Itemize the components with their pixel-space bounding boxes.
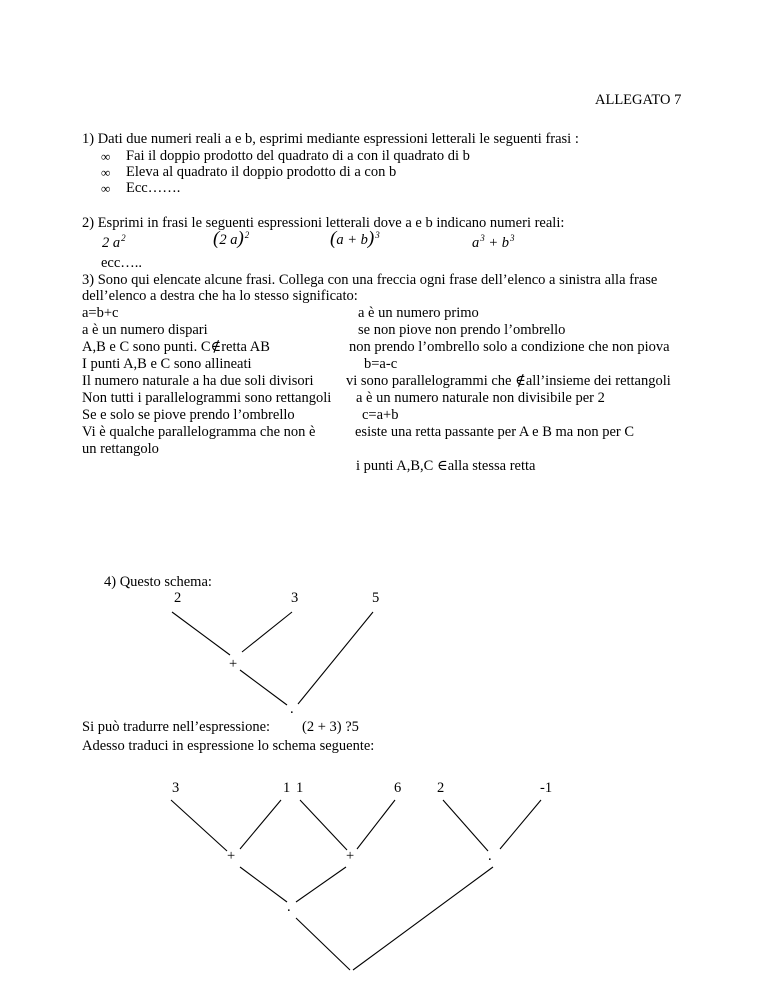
right-phrase: c=a+b [362,407,399,423]
schema2-edge [296,867,346,902]
q4-instruction: Adesso traduci in espressione lo schema seguente: [82,738,375,754]
schema2-edge [240,867,287,902]
schema1-number: 3 [291,590,299,606]
bullet-icon: ∞ [101,181,111,196]
q4-title: 4) Questo schema: [104,574,212,590]
q3-intro-line2: dell’elenco a destra che ha lo stesso significato: [82,288,358,304]
left-phrase: A,B e C sono punti. C∉retta AB [82,339,270,355]
expr-a3-plus-b3: $a^3 + b^3$ [472,233,515,251]
expr-a-plus-b-cubed: $(a + b)^3$ [330,228,380,249]
schema2-edge [443,800,488,851]
schema2-number: 2 [437,780,445,796]
right-phrase: se non piove non prendo l’ombrello [358,322,566,338]
q4-translate-text: Si può tradurre nell’espressione: [82,719,271,735]
q1-item-1: Fai il doppio prodotto del quadrato di a con il quadrato di b [126,148,470,164]
schema1-number: 2 [174,590,182,606]
left-phrase: a=b+c [82,305,119,321]
schema2-plus: + [346,848,355,864]
schema2-edge [500,800,541,849]
schema1-edge [298,612,373,704]
q2-ecc: ecc….. [101,255,143,271]
schema1-plus: + [229,656,238,672]
left-phrase: Non tutti i parallelogrammi sono rettangoli [82,390,332,406]
schema2-plus: + [227,848,236,864]
bullet-icon: ∞ [101,149,111,164]
schema2-edge [296,918,350,970]
right-phrase: b=a-c [364,356,398,372]
right-phrase: non prendo l’ombrello solo a condizione che non piova [349,339,670,355]
left-phrase: Vi è qualche parallelogramma che non è [82,424,316,440]
allegato-header: ALLEGATO 7 [595,92,682,108]
left-phrase: I punti A,B e C sono allineati [82,356,252,372]
right-phrase: vi sono parallelogrammi che ∉all’insieme dei rettangoli [346,373,671,389]
q1-text: 1) Dati due numeri reali a e b, esprimi mediante espressioni letterali le seguenti frasi : [82,131,579,147]
schema2-number: 3 [172,780,180,796]
schema1-number: 5 [372,590,380,606]
schema2-edge [353,867,493,970]
schema2-edge [240,800,281,849]
expr-2a-all-squared: (2 a)$^2$ [213,228,250,249]
left-phrase: a è un numero dispari [82,322,208,338]
q4-expression: (2 + 3) ?5 [302,719,359,735]
right-phrase: esiste una retta passante per A e B ma non per C [355,424,635,440]
schema1-edge [172,612,230,655]
schema1-edge [240,670,287,705]
q2-text: 2) Esprimi in frasi le seguenti espressioni letterali dove a e b indicano numeri reali: [82,215,565,231]
schema2-number: 6 [394,780,402,796]
schema2-dot: . [488,848,492,864]
right-phrase: i punti A,B,C ∈alla stessa retta [356,458,536,474]
schema1-dot: . [290,701,294,717]
schema2-edge [357,800,395,849]
q1-item-2: Eleva al quadrato il doppio prodotto di a con b [126,164,397,180]
schema2-number: 1 [283,780,291,796]
schema2-number: 1 [296,780,304,796]
q1-item-3: Ecc……. [126,180,181,196]
schema1-edge [242,612,292,652]
right-phrase: a è un numero primo [358,305,479,321]
left-phrase: un rettangolo [82,441,159,457]
left-phrase: Se e solo se piove prendo l’ombrello [82,407,295,423]
q3-intro-line1: 3) Sono qui elencate alcune frasi. Collega con una freccia ogni frase dell’elenco a sinistra alla frase [82,272,658,288]
right-phrase: a è un numero naturale non divisibile per 2 [356,390,605,406]
schema2-dot: . [287,899,291,915]
schema2-number: -1 [540,780,553,796]
schema2-edge [171,800,227,851]
expr-2a-squared: 2 $a^2$ [102,233,126,251]
schema2-edge [300,800,347,850]
left-phrase: Il numero naturale a ha due soli divisori [82,373,314,389]
bullet-icon: ∞ [101,165,111,180]
